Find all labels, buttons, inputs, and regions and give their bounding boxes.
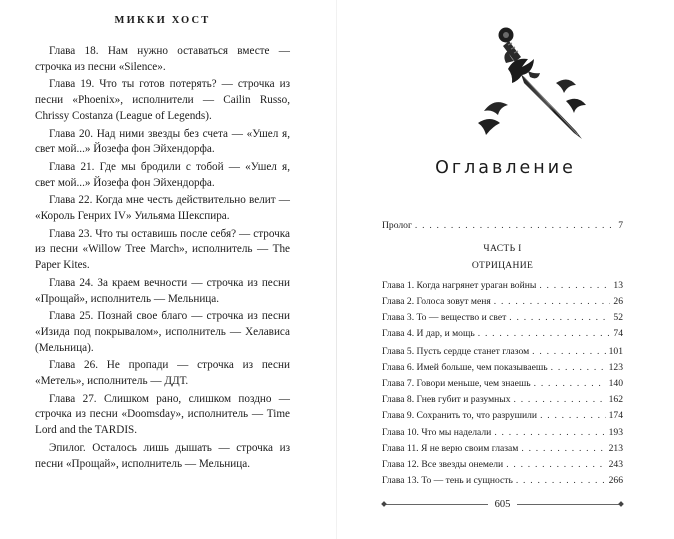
toc-entry-page: 162 [608, 394, 623, 405]
page-folio [382, 497, 623, 511]
dagger-ornament-icon [464, 19, 594, 145]
note-chapter-21: Глава 21. Где мы бродили с тобой — «Ушел я, свет мой...» Йозефа фон Эйхендорфа. [35, 160, 290, 189]
toc-dot-leader [494, 296, 611, 307]
note-chapter-26: Глава 26. Не пропади — строчка из песни «Метель», исполнитель — ДДТ. [35, 359, 290, 388]
toc-entry-page: 193 [608, 427, 623, 438]
toc-entry-label: Глава 12. Все звезды онемели [382, 459, 504, 470]
toc-entry-page: 7 [618, 220, 623, 231]
toc-entry-label: Глава 3. То — вещество и свет [382, 312, 507, 323]
folio-rule-right [517, 504, 619, 505]
toc-part-label: ЧАСТЬ I [483, 243, 522, 254]
toc-entry-page: 243 [608, 459, 623, 470]
toc-entry-chapter-12[interactable] [382, 459, 623, 474]
toc-entry-label: Глава 2. Голоса зовут меня [382, 296, 491, 307]
toc-entry-label: Глава 1. Когда нагрянет ураган войны [382, 280, 537, 291]
toc-entry-chapter-7[interactable] [382, 378, 623, 393]
note-epilogue: Эпилог. Осталось лишь дышать — строчка из песни «Прощай», исполнитель — Мельница. [35, 441, 290, 470]
toc-entry-page: 13 [613, 280, 623, 291]
toc-entry-chapter-2[interactable] [382, 296, 623, 311]
page-number: 605 [494, 498, 511, 510]
toc-dot-leader [509, 312, 610, 323]
toc-dot-leader [521, 443, 605, 454]
toc-entry-label: Глава 9. Сохранить то, что разрушили [382, 410, 538, 421]
note-chapter-27: Глава 27. Слишком рано, слишком поздно — строчка из песни «Doomsday», исполнитель — Time Lord and the TARDIS. [35, 392, 290, 437]
toc-entry-page: 213 [608, 443, 623, 454]
toc-dot-leader [534, 378, 606, 389]
toc-entry-page: 101 [608, 346, 623, 357]
folio-rule-left [386, 504, 488, 505]
toc-entry-chapter-6[interactable] [382, 362, 623, 377]
toc-dot-leader [516, 475, 606, 486]
toc-dot-leader [539, 280, 610, 291]
epigraph-notes-list [35, 44, 290, 474]
running-head-author: МИККИ ХОСТ [114, 15, 211, 26]
toc-entry-label: Глава 4. И дар, и мощь [382, 328, 475, 339]
toc-entry-chapter-1[interactable] [382, 280, 623, 295]
toc-entry-chapter-9[interactable] [382, 410, 623, 425]
toc-dot-leader [415, 220, 615, 231]
toc-entry-label: Глава 7. Говори меньше, чем знаешь [382, 378, 531, 389]
toc-entry-label: Глава 6. Имей больше, чем показываешь [382, 362, 548, 373]
toc-entry-chapter-13[interactable] [382, 475, 623, 490]
note-chapter-19: Глава 19. Что ты готов потерять? — строчка из песни «Phoenix», исполнители — Cailin Russo, Chrissy Costanza (League of Legends). [35, 78, 290, 122]
note-chapter-25: Глава 25. Познай свое благо — строчка из песни «Изида под покрывалом», исполнитель — Хелависа (Мельница). [35, 310, 290, 354]
toc-dot-leader [532, 346, 605, 357]
toc-entry-page: 52 [613, 312, 623, 323]
note-chapter-24: Глава 24. За краем вечности — строчка из песни «Прощай», исполнитель — Мельница. [35, 276, 290, 305]
toc-entry-chapter-10[interactable] [382, 427, 623, 442]
diamond-ornament-icon [618, 501, 624, 507]
toc-entry-label: Глава 10. Что мы наделали [382, 427, 492, 438]
toc-entry-page: 266 [608, 475, 623, 486]
toc-dot-leader [494, 427, 605, 438]
toc-entry-prologue[interactable] [382, 220, 623, 235]
toc-entry-label: Пролог [382, 220, 412, 231]
toc-part-name: ОТРИЦАНИЕ [471, 260, 534, 271]
toc-dot-leader [506, 459, 605, 470]
toc-title: Оглавление [435, 158, 576, 178]
toc-dot-leader [514, 394, 606, 405]
toc-entry-page: 74 [613, 328, 623, 339]
toc-entry-chapter-11[interactable] [382, 443, 623, 458]
toc-entry-chapter-3[interactable] [382, 312, 623, 327]
note-chapter-20: Глава 20. Над ними звезды без счета — «Ушел я, свет мой...» Йозефа фон Эйхендорфа. [35, 127, 290, 156]
toc-entry-page: 26 [613, 296, 623, 307]
toc-entry-label: Глава 5. Пусть сердце станет глазом [382, 346, 530, 357]
toc-entry-page: 174 [608, 410, 623, 421]
toc-dot-leader [551, 362, 606, 373]
toc-entry-label: Глава 8. Гнев губит и разумных [382, 394, 511, 405]
toc-entry-page: 123 [608, 362, 623, 373]
toc-entry-chapter-4[interactable] [382, 328, 623, 343]
toc-dot-leader [540, 410, 606, 421]
note-chapter-23: Глава 23. Что ты оставишь после себя? — строчка из песни «Willow Tree March», исполнитель — The Paper Kites. [35, 227, 290, 272]
note-chapter-22: Глава 22. Когда мне честь действительно велит — «Король Генрих IV» Уильяма Шекспира. [35, 194, 290, 223]
toc-dot-leader [478, 328, 611, 339]
toc-entry-page: 140 [608, 378, 623, 389]
toc-entry-label: Глава 13. То — тень и сущность [382, 475, 513, 486]
note-chapter-18: Глава 18. Нам нужно оставаться вместе — строчка из песни «Silence». [35, 45, 290, 73]
diamond-ornament-icon [381, 501, 387, 507]
book-spine-divider [336, 0, 337, 539]
toc-entry-chapter-8[interactable] [382, 394, 623, 409]
toc-entry-chapter-5[interactable] [382, 346, 623, 361]
toc-entry-label: Глава 11. Я не верю своим глазам [382, 443, 519, 454]
